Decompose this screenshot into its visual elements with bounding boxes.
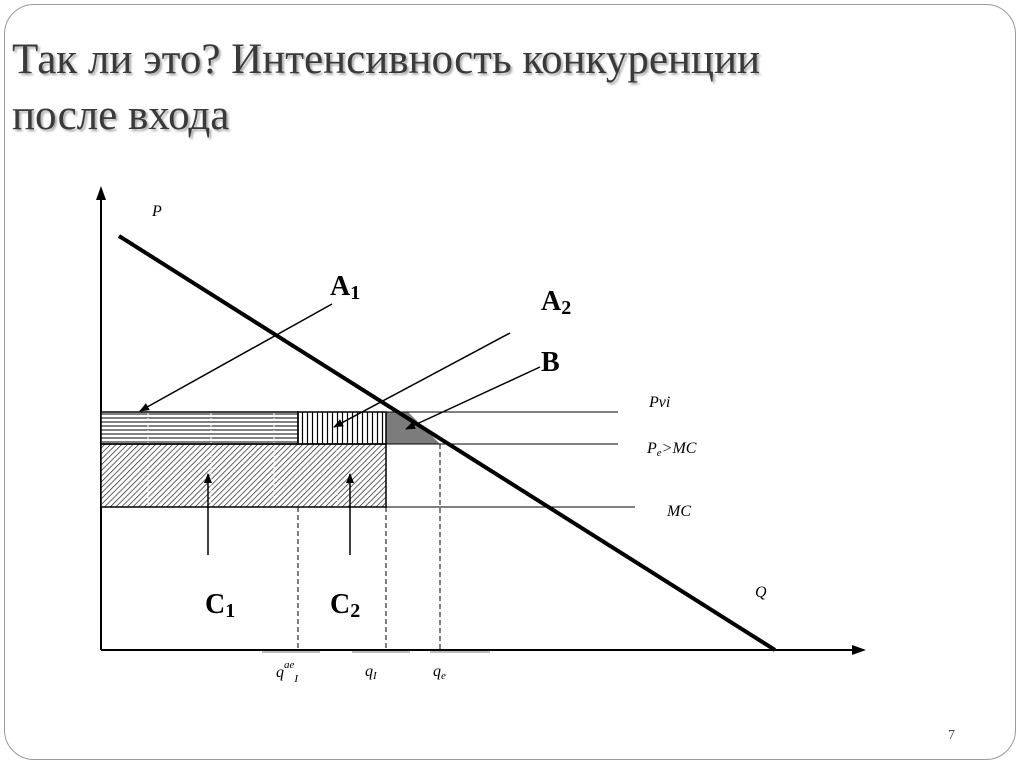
p-axis-arrow-icon (96, 186, 106, 200)
mc-label: MC (667, 503, 691, 520)
arrow-a2 (334, 333, 510, 427)
arrow-a1 (140, 304, 332, 411)
q-ae-label: $q^{ae}_I$ (276, 659, 299, 685)
slide-title-line-1: Так ли это? Интенсивность конкуренции (12, 36, 760, 83)
region-c2 (298, 444, 386, 507)
arrow-b (406, 367, 540, 429)
p-axis-label: P (152, 203, 162, 220)
label-c1: C1 (205, 589, 236, 622)
q-axis-label: Q (755, 584, 767, 601)
q-i-label: qI (365, 663, 377, 682)
pvi-label: Pvi (649, 394, 671, 411)
label-b: B (541, 347, 560, 378)
region-a2 (298, 412, 386, 444)
label-a2: A2 (541, 286, 572, 319)
label-a1: A1 (330, 271, 361, 304)
page-number: 7 (948, 728, 955, 743)
q-e-label: qe (433, 663, 446, 682)
slide-title-line-2: после входа (12, 92, 230, 139)
label-c2: C2 (330, 589, 361, 622)
pe-label: Pe>MC (647, 440, 697, 459)
q-axis-arrow-icon (852, 645, 866, 655)
region-c1 (101, 444, 298, 507)
region-a1 (101, 412, 298, 444)
